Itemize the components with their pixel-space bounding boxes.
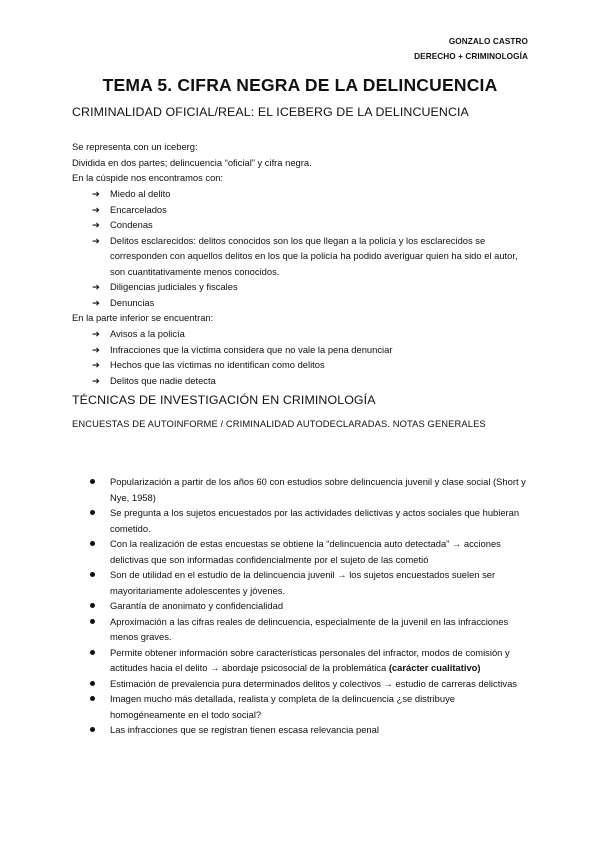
list-item: ➔ Avisos a la policía (92, 326, 530, 342)
arrow-icon: ➔ (92, 296, 100, 308)
arrow-icon: ➔ (92, 203, 100, 215)
bold-note: (carácter cualitativo) (388, 662, 481, 673)
list-item: Las infracciones que se registran tienen escasa relevancia penal (90, 722, 530, 738)
subsection-heading: ENCUESTAS DE AUTOINFORME / CRIMINALIDAD AUTODECLARADAS. NOTAS GENERALES (72, 418, 486, 429)
bullet-icon (90, 650, 95, 655)
arrow-icon: ➔ (92, 359, 100, 370)
page-title: TEMA 5. CIFRA NEGRA DE LA DELINCUENCIA (102, 75, 498, 95)
arrow-icon: ➔ (92, 343, 100, 355)
bottom-intro: En la parte inferior se encuentran: (72, 312, 214, 323)
arrow-icon: ➔ (92, 234, 100, 246)
list-item: ➔ Denuncias (92, 295, 530, 311)
bullet-icon (90, 603, 95, 608)
arrow-icon: ➔ (92, 374, 100, 386)
list-item: ➔ Diligencias judiciales y fiscales (92, 279, 530, 295)
intro-line-2: Dividida en dos partes; delincuencia “oficial” y cifra negra. (72, 157, 312, 168)
section-heading-iceberg: CRIMINALIDAD OFICIAL/REAL: EL ICEBERG DE LA DELINCUENCIA (72, 105, 469, 119)
bullet-icon (90, 681, 95, 686)
bullet-icon (90, 572, 95, 577)
intro-line-3: En la cúspide nos encontramos con: (72, 172, 224, 183)
bullet-icon (90, 510, 95, 515)
list-item: ➔ Delitos esclarecidos: delitos conocidos son los que llegan a la policía y los esclarecidos se corresponden con aquellos delitos en los que la policía ha podido averiguar quien ha sido el autor, son cuantitativamente menos conocidos. (92, 234, 518, 277)
list-item: Estimación de prevalencia pura determinados delitos y colectivos → estudio de carreras delictivas (90, 676, 530, 692)
header-author: GONZALO CASTRO (448, 37, 528, 46)
list-item: ➔ Encarcelados (92, 202, 530, 218)
bullet-icon (90, 541, 95, 546)
top-items-list (92, 186, 530, 310)
list-item: ➔ Delitos que nadie detecta (92, 373, 530, 389)
list-item: ➔ Infracciones que la víctima considera que no vale la pena denunciar (92, 342, 530, 358)
list-item: Con la realización de estas encuestas se obtiene la “delincuencia auto detectada” → acciones delictivas que son informadas confidencialmente por el sujeto de las cometió (90, 536, 530, 567)
arrow-icon: ➔ (92, 219, 100, 230)
bullet-icon (90, 727, 95, 732)
list-item: Permite obtener información sobre características personales del infractor, modos de comisión y actitudes hacia el delito → abordaje psicosocial de la problemática (carácter cualitativo) (90, 645, 530, 676)
bullets-list (90, 474, 530, 738)
intro-line-1: Se representa con un iceberg: (72, 141, 198, 152)
bullet-icon (90, 696, 95, 701)
section-heading-techniques: TÉCNICAS DE INVESTIGACIÓN EN CRIMINOLOGÍA (72, 393, 376, 407)
bullet-icon (90, 619, 95, 624)
arrow-icon: ➔ (92, 188, 100, 199)
list-item: Son de utilidad en el estudio de la delincuencia juvenil → los sujetos encuestados suelen ser mayoritariamente adolescentes y jóvenes. (90, 567, 530, 598)
list-item: ➔ Hechos que las víctimas no identifican como delitos (92, 357, 530, 373)
list-item: Imagen mucho más detallada, realista y completa de la delincuencia ¿se distribuye homogéneamente en el todo social? (90, 691, 530, 722)
arrow-icon: ➔ (92, 328, 100, 339)
arrow-icon: ➔ (92, 281, 100, 292)
bottom-items-list (92, 326, 530, 388)
list-item: Popularización a partir de los años 60 con estudios sobre delincuencia juvenil y clase social (Short y Nye, 1958) (90, 474, 530, 505)
list-item: Aproximación a las cifras reales de delincuencia, especialmente de la juvenil en las infracciones menos graves. (90, 614, 530, 645)
bullet-icon (90, 479, 95, 484)
list-item: Garantía de anonimato y confidencialidad (90, 598, 530, 614)
list-item: Se pregunta a los sujetos encuestados por las actividades delictivas y actos sociales que hubieran cometido. (90, 505, 530, 536)
header-course: DERECHO + CRIMINOLOGÍA (414, 52, 528, 61)
list-item: ➔ Miedo al delito (92, 186, 530, 202)
list-item: ➔ Condenas (92, 217, 530, 233)
